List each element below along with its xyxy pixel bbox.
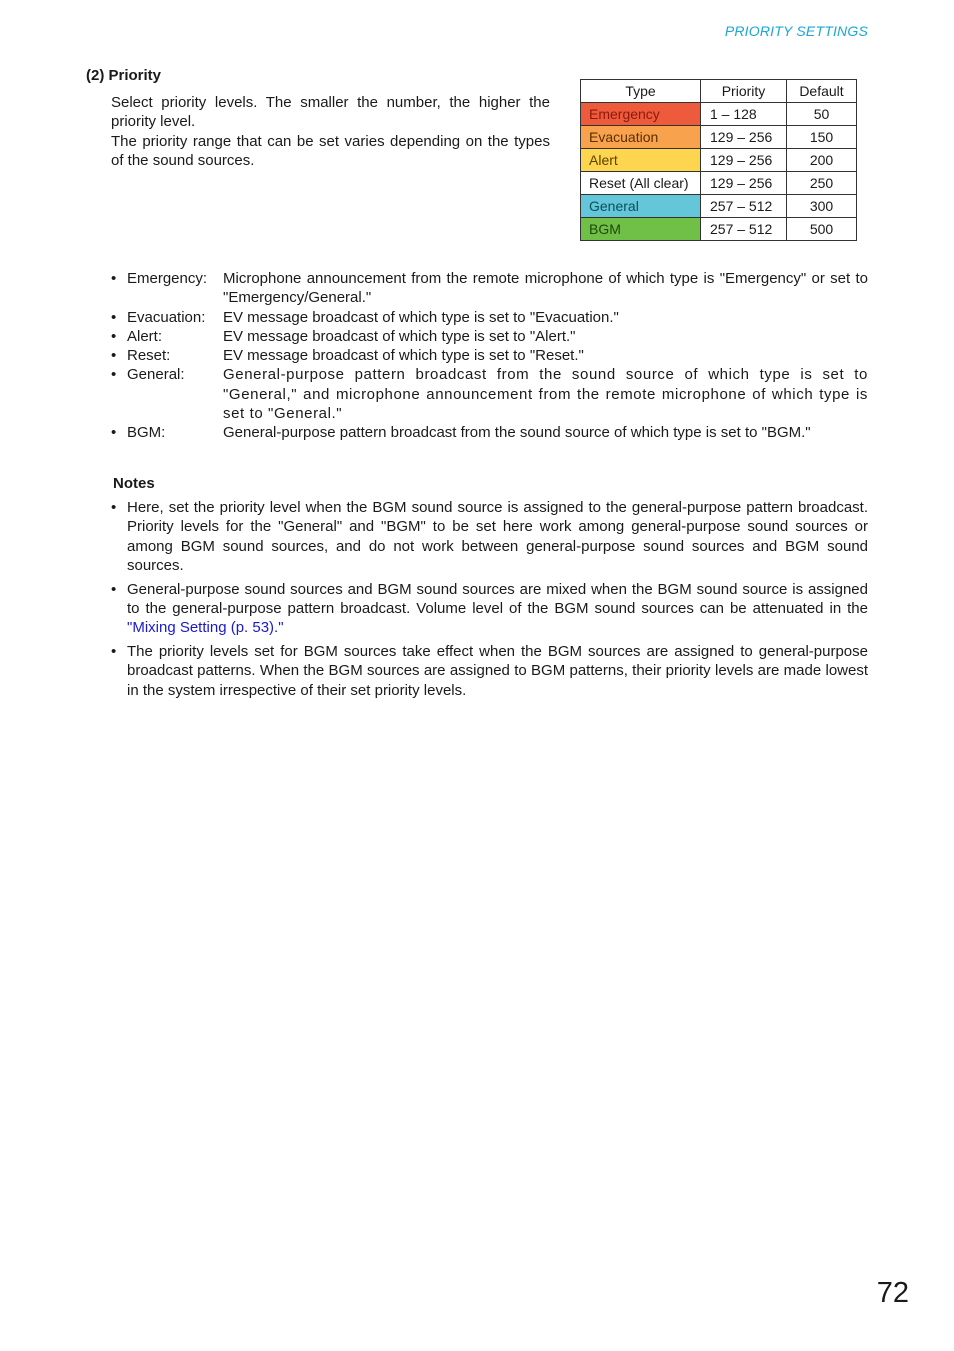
note-text: General-purpose sound sources and BGM sound sources are mixed when the BGM sound source is assigned to the general-purpose pattern broadcast. Volume level of the BGM sound sources can be attenuated in the: [127, 580, 868, 617]
bullet: •: [111, 643, 117, 661]
column-header-type: Type: [581, 80, 701, 103]
type-cell: Evacuation: [581, 126, 701, 149]
definition-term: Reset:: [127, 347, 171, 365]
table-row: [581, 195, 857, 218]
note-item: [111, 642, 868, 700]
table-row: [581, 103, 857, 126]
bullet: •: [111, 366, 117, 384]
table-row: [581, 218, 857, 241]
type-cell: Emergency: [581, 103, 701, 126]
definition-term: Evacuation:: [127, 308, 206, 326]
notes-list: [111, 498, 868, 704]
definition-desc: EV message broadcast of which type is set to "Alert.": [223, 327, 576, 345]
table-row: [581, 149, 857, 172]
definition-item: [111, 327, 868, 346]
bullet: •: [111, 327, 117, 345]
default-cell: 150: [787, 126, 857, 149]
definition-item: [111, 365, 868, 423]
definition-desc: Microphone announcement from the remote microphone of which type is "Emergency" or set to "Emergency/General.": [223, 270, 868, 307]
default-cell: 50: [787, 103, 857, 126]
priority-range-cell: 257 – 512: [701, 195, 787, 218]
running-header: PRIORITY SETTINGS: [724, 23, 868, 39]
definition-term: Alert:: [127, 327, 163, 345]
default-cell: 500: [787, 218, 857, 241]
note-text: Here, set the priority level when the BGM sound source is assigned to the general-purpose pattern broadcast. Priority levels for the "General" and "BGM" to be set here work among general-purpose sound sources or among BGM sound sources, and do not work between general-purpose sound sources and BGM sound sources.: [127, 499, 868, 574]
note-item: [111, 498, 868, 575]
source-type-definitions: [111, 269, 868, 443]
definition-term: BGM:: [127, 424, 166, 442]
note-item: [111, 580, 868, 638]
priority-range-cell: 129 – 256: [701, 172, 787, 195]
bullet: •: [111, 424, 117, 442]
bullet: •: [111, 347, 117, 365]
definition-item: [111, 423, 868, 442]
default-cell: 200: [787, 149, 857, 172]
mixing-setting-link[interactable]: "Mixing Setting (p. 53).": [127, 619, 284, 637]
definition-desc: EV message broadcast of which type is set to "Reset.": [223, 347, 584, 365]
priority-table: [580, 79, 857, 241]
type-cell: Alert: [581, 149, 701, 172]
definition-desc: General-purpose pattern broadcast from the sound source of which type is set to "BGM.": [223, 424, 811, 442]
definition-desc: EV message broadcast of which type is set to "Evacuation.": [223, 308, 619, 326]
priority-range-cell: 129 – 256: [701, 149, 787, 172]
definition-item: [111, 308, 868, 327]
type-cell: General: [581, 195, 701, 218]
notes-heading: Notes: [113, 475, 155, 492]
type-cell: Reset (All clear): [581, 172, 701, 195]
bullet: •: [111, 308, 117, 326]
priority-range-cell: 129 – 256: [701, 126, 787, 149]
type-cell: BGM: [581, 218, 701, 241]
note-text: The priority levels set for BGM sources take effect when the BGM sources are assigned to general-purpose broadcast patterns. When the BGM sources are assigned to BGM patterns, their priority levels are made lowest in the system irrespective of their set priority levels.: [127, 643, 868, 699]
priority-range-cell: 257 – 512: [701, 218, 787, 241]
intro-paragraph: The priority range that can be set varies depending on the types of the sound sources.: [111, 132, 550, 169]
page-number: 72: [876, 1277, 909, 1309]
column-header-default: Default: [787, 80, 857, 103]
definition-term: Emergency:: [127, 270, 208, 287]
definition-item: [111, 269, 868, 308]
bullet: •: [111, 270, 117, 287]
table-row: [581, 126, 857, 149]
bullet: •: [111, 580, 117, 598]
bullet: •: [111, 499, 117, 516]
default-cell: 300: [787, 195, 857, 218]
column-header-priority: Priority: [701, 80, 787, 103]
priority-range-cell: 1 – 128: [701, 103, 787, 126]
definition-desc: General-purpose pattern broadcast from the sound source of which type is set to "General," and microphone announcement from the remote microphone of which type is set to "General.": [223, 366, 868, 423]
table-row: [581, 172, 857, 195]
table-header-row: [581, 80, 857, 103]
intro-paragraph: Select priority levels. The smaller the number, the higher the priority level.: [111, 94, 550, 131]
definition-item: [111, 346, 868, 365]
default-cell: 250: [787, 172, 857, 195]
definition-term: General:: [127, 366, 185, 384]
section-heading: (2) Priority: [86, 67, 162, 84]
intro-text: [111, 93, 550, 170]
